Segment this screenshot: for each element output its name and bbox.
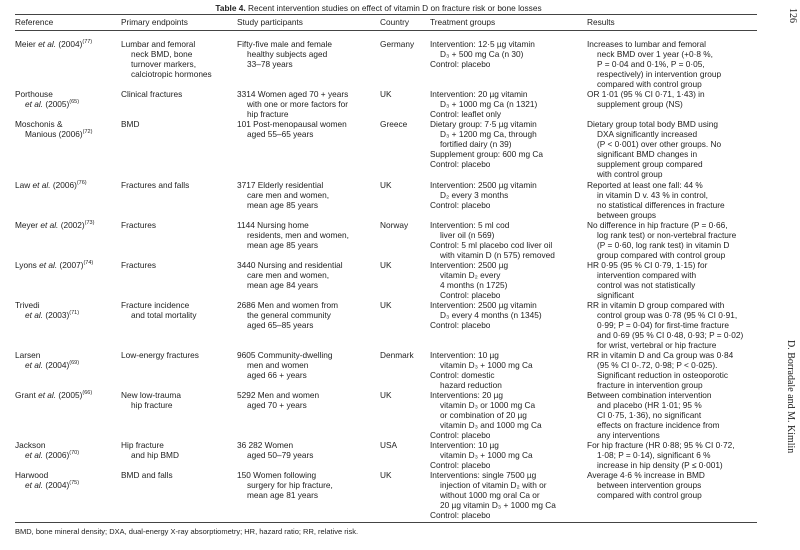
- reference-etal: et al.: [32, 180, 51, 190]
- reference-author: Law: [15, 180, 31, 190]
- cell-country: UK: [380, 89, 392, 99]
- reference-line: [15, 119, 119, 129]
- results-line: For hip fracture (HR 0·88; 95 % CI 0·72,: [587, 440, 735, 450]
- treatment-line: Interventions: single 7500 µg: [430, 470, 537, 480]
- reference-line: [15, 220, 119, 230]
- participants-line: Fifty-five male and female: [237, 39, 332, 49]
- endpoints-line: BMD and falls: [121, 470, 173, 480]
- cell-reference: [15, 350, 119, 370]
- reference-line: [15, 310, 119, 320]
- reference-etal: et al.: [39, 260, 58, 270]
- reference-etal: et al.: [25, 360, 43, 370]
- treatment-line: Control: placebo: [430, 200, 491, 210]
- reference-author: Grant: [15, 390, 36, 400]
- cell-results: [587, 300, 759, 350]
- participants-line: mean age 85 years: [247, 200, 319, 210]
- treatment-line: Intervention: 12·5 µg vitamin: [430, 39, 535, 49]
- participants-line: 2686 Men and women from: [237, 300, 339, 310]
- reference-author: Harwood: [15, 470, 49, 480]
- reference-year: (2004): [45, 360, 70, 370]
- participants-line: 3717 Elderly residential: [237, 180, 324, 190]
- participants-line: care men and women,: [247, 190, 330, 200]
- treatment-line: liver oil (n 569): [440, 230, 495, 240]
- endpoints-line: New low-trauma: [121, 390, 181, 400]
- treatment-line: Intervention: 10 µg: [430, 440, 499, 450]
- reference-etal: et al.: [25, 99, 43, 109]
- cell-reference: [15, 220, 119, 230]
- endpoints-line: Fracture incidence: [121, 300, 190, 310]
- participants-line: 1144 Nursing home: [237, 220, 309, 230]
- cell-reference: [15, 260, 119, 270]
- cell-country: UK: [380, 180, 392, 190]
- cell-endpoints: [121, 220, 235, 230]
- endpoints-line: Clinical fractures: [121, 89, 183, 99]
- treatment-line: Intervention: 10 µg: [430, 350, 499, 360]
- participants-line: 5292 Men and women: [237, 390, 320, 400]
- treatment-line: Control: placebo: [430, 59, 491, 69]
- cell-endpoints: [121, 180, 235, 190]
- participants-line: 9605 Community-dwelling: [237, 350, 333, 360]
- reference-citation: (71): [69, 310, 80, 316]
- results-line: Reported at least one fall: 44 %: [587, 180, 703, 190]
- reference-author: Trivedi: [15, 300, 40, 310]
- results-line: no statistical differences in fracture: [597, 200, 725, 210]
- table-caption-text: Recent intervention studies on effect of vitamin D on fracture risk or bone losses: [247, 3, 542, 13]
- participants-line: aged 70 + years: [247, 400, 307, 410]
- treatment-line: Interventions: 20 µg: [430, 390, 504, 400]
- results-line: OR 1·01 (95 % CI 0·71, 1·43) in: [587, 89, 705, 99]
- results-line: Significant reduction in osteoporotic: [597, 370, 728, 380]
- header-treatment-groups: Treatment groups: [430, 17, 496, 27]
- participants-line: aged 50–79 years: [247, 450, 314, 460]
- endpoints-line: and total mortality: [131, 310, 197, 320]
- reference-citation: (77): [82, 39, 93, 45]
- results-line: (P = 0·60, log rank test) in vitamin D: [597, 240, 730, 250]
- reference-etal: et al.: [40, 220, 59, 230]
- treatment-line: D₃ + 1000 mg Ca (n 1321): [440, 99, 538, 109]
- cell-results: [587, 119, 759, 179]
- cell-participants: [237, 390, 377, 410]
- results-line: significant BMD changes in: [597, 149, 698, 159]
- cell-treatment: [430, 220, 585, 260]
- cell-results: [587, 470, 759, 500]
- participants-line: mean age 84 years: [247, 280, 319, 290]
- reference-line: [15, 480, 119, 490]
- results-line: compared with control group: [597, 79, 702, 89]
- results-line: compared with control group: [597, 490, 702, 500]
- cell-participants: [237, 220, 377, 250]
- results-line: supplement group compared: [597, 159, 703, 169]
- reference-year: (2005): [45, 99, 70, 109]
- results-line: respectively) in intervention group: [597, 69, 722, 79]
- reference-year: (2007): [59, 260, 84, 270]
- results-line: neck BMD over 1 year (+0·8 %,: [597, 49, 713, 59]
- cell-country: Germany: [380, 39, 415, 49]
- participants-line: 3440 Nursing and residential: [237, 260, 343, 270]
- reference-author: Lyons: [15, 260, 37, 270]
- cell-results: [587, 180, 759, 220]
- participants-line: 150 Women following: [237, 470, 317, 480]
- results-line: for wrist, vertebral or hip fracture: [597, 340, 717, 350]
- header-primary-endpoints: Primary endpoints: [121, 17, 188, 27]
- participants-line: 3314 Women aged 70 + years: [237, 89, 349, 99]
- reference-line: [15, 470, 119, 480]
- results-line: Dietary group total body BMD using: [587, 119, 718, 129]
- treatment-line: Intervention: 2500 µg vitamin: [430, 300, 537, 310]
- cell-endpoints: [121, 119, 235, 129]
- endpoints-line: Hip fracture: [121, 440, 164, 450]
- participants-line: mean age 85 years: [247, 240, 319, 250]
- reference-line: [15, 260, 119, 270]
- participants-line: residents, men and women,: [247, 230, 349, 240]
- endpoints-line: BMD: [121, 119, 140, 129]
- cell-participants: [237, 260, 377, 290]
- cell-reference: [15, 39, 119, 49]
- treatment-line: D₂ every 3 months: [440, 190, 509, 200]
- reference-etal: et al.: [38, 390, 57, 400]
- header-country: Country: [380, 17, 410, 27]
- reference-line: [15, 360, 119, 370]
- page-number: 126: [787, 8, 798, 23]
- participants-line: 101 Post-menopausal women: [237, 119, 347, 129]
- treatment-line: injection of vitamin D₂ with or: [440, 480, 547, 490]
- endpoints-line: Fractures: [121, 220, 157, 230]
- treatment-line: Control: leaflet only: [430, 109, 502, 119]
- reference-citation: (75): [69, 480, 80, 486]
- results-line: control was not statistically: [597, 280, 696, 290]
- header-study-participants: Study participants: [237, 17, 303, 27]
- results-line: between groups: [597, 210, 657, 220]
- cell-reference: [15, 300, 119, 320]
- endpoints-line: neck BMD, bone: [131, 49, 193, 59]
- results-line: intervention compared with: [597, 270, 697, 280]
- reference-citation: (70): [69, 450, 80, 456]
- cell-country: UK: [380, 260, 392, 270]
- cell-country: UK: [380, 390, 392, 400]
- reference-year: (2004): [58, 39, 83, 49]
- cell-results: [587, 39, 759, 89]
- reference-line: [15, 39, 119, 49]
- cell-participants: [237, 180, 377, 210]
- endpoints-line: Low-energy fractures: [121, 350, 199, 360]
- participants-line: mean age 81 years: [247, 490, 319, 500]
- reference-author: Meyer: [15, 220, 39, 230]
- cell-treatment: [430, 39, 585, 69]
- treatment-line: vitamin D₃ + 1000 mg Ca: [440, 360, 533, 370]
- treatment-line: vitamin D₃ or 1000 mg Ca: [440, 400, 536, 410]
- results-line: increase in hip density (P ≤ 0·001): [597, 460, 723, 470]
- bottom-rule: [15, 522, 757, 523]
- results-line: significant: [597, 290, 634, 300]
- cell-results: [587, 350, 759, 390]
- treatment-line: D₃ every 4 months (n 1345): [440, 310, 542, 320]
- reference-citation: (69): [69, 360, 80, 366]
- treatment-line: Intervention: 20 µg vitamin: [430, 89, 528, 99]
- treatment-line: hazard reduction: [440, 380, 502, 390]
- cell-endpoints: [121, 350, 235, 360]
- participants-line: men and women: [247, 360, 309, 370]
- results-line: and 0·69 (95 % CI 0·48, 0·93; P = 0·02): [597, 330, 744, 340]
- treatment-line: Control: placebo: [430, 430, 491, 440]
- reference-citation: (66): [82, 390, 93, 396]
- results-line: (95 % CI 0-.72, 0·98; P < 0·025).: [597, 360, 718, 370]
- endpoints-line: Fractures and falls: [121, 180, 190, 190]
- results-line: CI 0·75, 1·36), no significant: [597, 410, 702, 420]
- treatment-line: Control: placebo: [440, 290, 501, 300]
- results-line: between intervention groups: [597, 480, 702, 490]
- cell-treatment: [430, 180, 585, 210]
- results-line: DXA significantly increased: [597, 129, 698, 139]
- cell-reference: [15, 119, 119, 139]
- cell-endpoints: [121, 39, 235, 79]
- results-line: 1·08; P = 0·14), significant 6 %: [597, 450, 711, 460]
- cell-participants: [237, 440, 377, 460]
- results-line: 0·99; P = 0·04) for first-time fracture: [597, 320, 729, 330]
- cell-country: USA: [380, 440, 398, 450]
- reference-line: [15, 350, 119, 360]
- participants-line: 36 282 Women: [237, 440, 294, 450]
- cell-endpoints: [121, 89, 235, 99]
- cell-participants: [237, 350, 377, 380]
- results-line: (P < 0·001) over other groups. No: [597, 139, 722, 149]
- cell-reference: [15, 440, 119, 460]
- cell-participants: [237, 300, 377, 330]
- participants-line: healthy subjects aged: [247, 49, 328, 59]
- endpoints-line: turnover markers,: [131, 59, 197, 69]
- treatment-line: Control: domestic: [430, 370, 495, 380]
- cell-treatment: [430, 89, 585, 119]
- treatment-line: or combination of 20 µg: [440, 410, 527, 420]
- results-line: supplement group (NS): [597, 99, 683, 109]
- cell-country: Denmark: [380, 350, 414, 360]
- treatment-line: fortified dairy (n 39): [440, 139, 512, 149]
- cell-treatment: [430, 300, 585, 330]
- reference-year: (2006): [52, 180, 77, 190]
- cell-country: UK: [380, 300, 392, 310]
- results-line: with control group: [597, 169, 663, 179]
- reference-citation: (72): [82, 129, 93, 135]
- cell-results: [587, 89, 759, 109]
- treatment-line: vitamin D₂ every: [440, 270, 501, 280]
- reference-line: [15, 89, 119, 99]
- reference-line: [15, 440, 119, 450]
- participants-line: surgery for hip fracture,: [247, 480, 333, 490]
- results-line: group compared with control group: [597, 250, 726, 260]
- participants-line: aged 55–65 years: [247, 129, 314, 139]
- treatment-line: D₃ + 500 mg Ca (n 30): [440, 49, 524, 59]
- header-results: Results: [587, 17, 615, 27]
- cell-treatment: [430, 260, 585, 300]
- reference-year: (2006): [45, 450, 70, 460]
- cell-participants: [237, 89, 377, 119]
- cell-participants: [237, 470, 377, 500]
- reference-citation: (73): [84, 220, 95, 226]
- reference-citation: (74): [83, 260, 94, 266]
- cell-endpoints: [121, 300, 235, 320]
- results-line: Increases to lumbar and femoral: [587, 39, 706, 49]
- cell-treatment: [430, 350, 585, 390]
- treatment-line: Dietary group: 7·5 µg vitamin: [430, 119, 537, 129]
- endpoints-line: and hip BMD: [131, 450, 179, 460]
- treatment-line: vitamin D₃ and 1000 mg Ca: [440, 420, 542, 430]
- treatment-line: Control: placebo: [430, 159, 491, 169]
- results-line: effects on fracture incidence from: [597, 420, 720, 430]
- reference-line: [15, 390, 119, 400]
- results-line: RR in vitamin D and Ca group was 0·84: [587, 350, 734, 360]
- reference-author: Moschonis &: [15, 119, 63, 129]
- cell-endpoints: [121, 390, 235, 410]
- reference-author: Jackson: [15, 440, 46, 450]
- cell-reference: [15, 180, 119, 190]
- treatment-line: Intervention: 5 ml cod: [430, 220, 510, 230]
- treatment-line: Control: 5 ml placebo cod liver oil: [430, 240, 553, 250]
- results-line: fracture in intervention group: [597, 380, 703, 390]
- cell-results: [587, 260, 759, 300]
- cell-country: Norway: [380, 220, 409, 230]
- endpoints-line: Fractures: [121, 260, 157, 270]
- participants-line: with one or more factors for: [247, 99, 348, 109]
- participants-line: 33–78 years: [247, 59, 293, 69]
- results-line: Between combination intervention: [587, 390, 712, 400]
- results-line: No difference in hip fracture (P = 0·66,: [587, 220, 728, 230]
- participants-line: aged 65–85 years: [247, 320, 314, 330]
- reference-line: [15, 180, 119, 190]
- table-caption: [0, 3, 757, 13]
- participants-line: the general community: [247, 310, 331, 320]
- reference-line: [15, 129, 119, 139]
- cell-country: UK: [380, 470, 392, 480]
- cell-treatment: [430, 390, 585, 440]
- treatment-line: without 1000 mg oral Ca or: [440, 490, 540, 500]
- cell-results: [587, 390, 759, 440]
- cell-reference: [15, 470, 119, 490]
- reference-year: Manious (2006): [25, 129, 83, 139]
- reference-author: Larsen: [15, 350, 41, 360]
- reference-year: (2003): [45, 310, 70, 320]
- reference-line: [15, 99, 119, 109]
- reference-year: (2002): [60, 220, 85, 230]
- treatment-line: Control: placebo: [430, 320, 491, 330]
- cell-treatment: [430, 440, 585, 470]
- results-line: log rank test) or non-vertebral fracture: [597, 230, 737, 240]
- cell-treatment: [430, 470, 585, 520]
- cell-reference: [15, 89, 119, 109]
- results-line: in vitamin D v. 43 % in control,: [597, 190, 708, 200]
- participants-line: aged 66 + years: [247, 370, 307, 380]
- reference-etal: et al.: [25, 480, 43, 490]
- results-line: any interventions: [597, 430, 660, 440]
- participants-line: care men and women,: [247, 270, 330, 280]
- cell-endpoints: [121, 260, 235, 270]
- cell-participants: [237, 119, 377, 139]
- reference-author: Porthouse: [15, 89, 53, 99]
- treatment-line: 20 µg vitamin D₃ + 1000 mg Ca: [440, 500, 556, 510]
- treatment-line: Control: placebo: [430, 460, 491, 470]
- reference-line: [15, 450, 119, 460]
- results-line: and placebo (HR 1·01; 95 %: [597, 400, 702, 410]
- treatment-line: 4 months (n 1725): [440, 280, 508, 290]
- reference-etal: et al.: [25, 310, 43, 320]
- table-footnote: BMD, bone mineral density; DXA, dual-energy X-ray absorptiometry; HR, hazard ratio; RR, relative risk.: [15, 527, 359, 536]
- cell-participants: [237, 39, 377, 69]
- results-line: RR in vitamin D group compared with: [587, 300, 725, 310]
- table-label: Table 4.: [215, 3, 246, 13]
- cell-endpoints: [121, 440, 235, 460]
- reference-year: (2004): [45, 480, 70, 490]
- results-line: control group was 0·78 (95 % CI 0·91,: [597, 310, 738, 320]
- reference-etal: et al.: [25, 450, 43, 460]
- treatment-line: vitamin D₃ + 1000 mg Ca: [440, 450, 533, 460]
- cell-country: Greece: [380, 119, 408, 129]
- cell-treatment: [430, 119, 585, 169]
- treatment-line: Intervention: 2500 µg vitamin: [430, 180, 537, 190]
- treatment-line: Intervention: 2500 µg: [430, 260, 509, 270]
- results-line: P = 0·04 and 0·1%, P = 0·05,: [597, 59, 705, 69]
- cell-results: [587, 220, 759, 260]
- endpoints-line: hip fracture: [131, 400, 173, 410]
- reference-citation: (65): [69, 99, 80, 105]
- cell-results: [587, 440, 759, 470]
- cell-endpoints: [121, 470, 235, 480]
- reference-year: (2005): [58, 390, 83, 400]
- treatment-line: Control: placebo: [430, 510, 491, 520]
- header-rule: [15, 30, 757, 31]
- reference-etal: et al.: [38, 39, 57, 49]
- header-reference: Reference: [15, 17, 54, 27]
- results-line: HR 0·95 (95 % CI 0·79, 1·15) for: [587, 260, 708, 270]
- top-rule: [15, 14, 757, 15]
- reference-line: [15, 300, 119, 310]
- treatment-line: D₃ + 1200 mg Ca, through: [440, 129, 537, 139]
- results-line: Average 4·6 % increase in BMD: [587, 470, 705, 480]
- participants-line: hip fracture: [247, 109, 289, 119]
- cell-reference: [15, 390, 119, 400]
- reference-author: Meier: [15, 39, 36, 49]
- reference-citation: (76): [76, 180, 87, 186]
- treatment-line: Supplement group: 600 mg Ca: [430, 149, 544, 159]
- endpoints-line: calciotropic hormones: [131, 69, 212, 79]
- running-head: D. Borradale and M. Kimlin: [785, 340, 796, 454]
- treatment-line: with vitamin D (n 575) removed: [440, 250, 555, 260]
- endpoints-line: Lumbar and femoral: [121, 39, 196, 49]
